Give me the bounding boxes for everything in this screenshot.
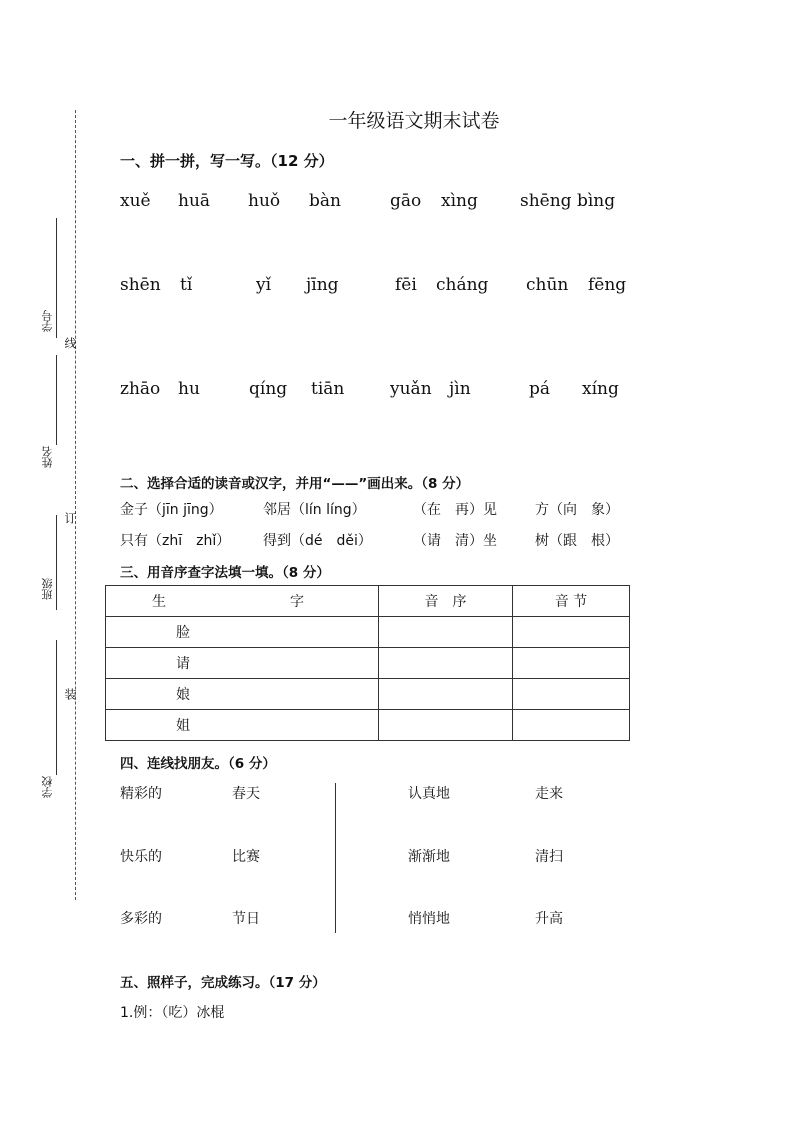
mark-line: 线 xyxy=(63,337,77,349)
pinyin-word: jīng xyxy=(306,275,339,295)
pinyin-word: shēn xyxy=(120,275,161,295)
match-word[interactable]: 悄悄地 xyxy=(408,911,450,927)
match-word[interactable]: 春天 xyxy=(232,786,260,802)
section3-heading: 三、用音序查字法填一填。（8 分） xyxy=(120,565,330,581)
header-character xyxy=(106,586,379,617)
match-word[interactable]: 清扫 xyxy=(535,849,563,865)
match-word[interactable]: 节日 xyxy=(232,911,260,927)
pinyin-word: cháng xyxy=(436,275,489,295)
pinyin-word: huā xyxy=(178,191,211,211)
section5-heading: 五、照样子，完成练习。（17 分） xyxy=(120,975,326,991)
phonetic-lookup-table xyxy=(105,585,630,741)
match-word[interactable]: 认真地 xyxy=(408,786,450,802)
initial-answer-cell[interactable] xyxy=(379,710,513,741)
section2-heading: 二、选择合适的读音或汉字，并用“——”画出来。（8 分） xyxy=(120,476,470,492)
syllable-answer-cell[interactable] xyxy=(513,710,630,741)
table-header-row xyxy=(106,586,630,617)
match-word[interactable]: 升高 xyxy=(535,911,563,927)
match-word[interactable]: 走来 xyxy=(535,786,563,802)
pinyin-word: chūn xyxy=(526,275,569,295)
section1-heading: 一、拼一拼，写一写。（12 分） xyxy=(120,152,334,170)
pinyin-word: hu xyxy=(178,379,200,399)
choice-item: 得到（dé děi） xyxy=(263,533,372,549)
pinyin-word: xíng xyxy=(582,379,619,399)
example-line: 1.例：（吃）冰棍 xyxy=(120,1005,225,1021)
header-char-part: 字 xyxy=(290,594,304,610)
label-class: 班级 xyxy=(41,578,54,600)
header-initial: 音 序 xyxy=(379,586,513,617)
table-row xyxy=(106,617,630,648)
label-student-id: 学号 xyxy=(41,310,54,332)
match-word[interactable]: 比赛 xyxy=(232,849,260,865)
mark-pack: 装 xyxy=(63,688,77,700)
pinyin-word: xìng xyxy=(441,191,478,211)
initial-answer-cell[interactable] xyxy=(379,648,513,679)
pinyin-word: gāo xyxy=(390,191,422,211)
match-word[interactable]: 渐渐地 xyxy=(408,849,450,865)
match-word[interactable]: 快乐的 xyxy=(120,849,162,865)
pinyin-word: fēng xyxy=(588,275,627,295)
pinyin-word: fēi xyxy=(395,275,417,295)
choice-item: 只有（zhī zhǐ） xyxy=(120,533,231,549)
pinyin-word: xuě xyxy=(120,191,151,211)
student-id-fill-line xyxy=(56,218,57,338)
choice-item: 金子（jīn jīng） xyxy=(120,502,223,518)
label-name: 姓名 xyxy=(41,446,54,468)
char-cell: 请 xyxy=(106,648,379,679)
pinyin-word: jìn xyxy=(449,379,471,399)
header-char-part: 生 xyxy=(152,594,166,610)
matching-divider xyxy=(335,783,336,933)
class-fill-line xyxy=(56,515,57,610)
pinyin-word: yuǎn xyxy=(390,379,432,399)
table-row xyxy=(106,679,630,710)
syllable-answer-cell[interactable] xyxy=(513,617,630,648)
match-word[interactable]: 多彩的 xyxy=(120,911,162,927)
initial-answer-cell[interactable] xyxy=(379,617,513,648)
pinyin-word: shēng bìng xyxy=(520,191,616,211)
label-school: 学校 xyxy=(41,776,54,798)
char-cell: 娘 xyxy=(106,679,379,710)
pinyin-word: tiān xyxy=(311,379,345,399)
binding-dashed-line xyxy=(75,110,76,900)
section4-heading: 四、连线找朋友。（6 分） xyxy=(120,756,276,772)
pinyin-word: pá xyxy=(529,379,551,399)
name-fill-line xyxy=(56,355,57,445)
initial-answer-cell[interactable] xyxy=(379,679,513,710)
choice-item: （请 清）坐 xyxy=(413,533,497,549)
syllable-answer-cell[interactable] xyxy=(513,679,630,710)
pinyin-word: yǐ xyxy=(256,275,272,295)
pinyin-word: huǒ xyxy=(248,191,281,211)
mark-bind: 订 xyxy=(63,512,77,524)
page-title: 一年级语文期末试卷 xyxy=(328,110,500,132)
choice-item: 方（向 象） xyxy=(535,502,619,518)
table-row xyxy=(106,710,630,741)
table-row xyxy=(106,648,630,679)
header-syllable: 音 节 xyxy=(513,586,630,617)
match-word[interactable]: 精彩的 xyxy=(120,786,162,802)
pinyin-word: zhāo xyxy=(120,379,161,399)
syllable-answer-cell[interactable] xyxy=(513,648,630,679)
choice-item: 邻居（lín líng） xyxy=(263,502,366,518)
choice-item: 树（跟 根） xyxy=(535,533,619,549)
pinyin-word: tǐ xyxy=(180,275,193,295)
pinyin-word: qíng xyxy=(249,379,288,399)
pinyin-word: bàn xyxy=(309,191,341,211)
char-cell: 姐 xyxy=(106,710,379,741)
choice-item: （在 再）见 xyxy=(413,502,497,518)
char-cell: 脸 xyxy=(106,617,379,648)
school-fill-line xyxy=(56,640,57,775)
